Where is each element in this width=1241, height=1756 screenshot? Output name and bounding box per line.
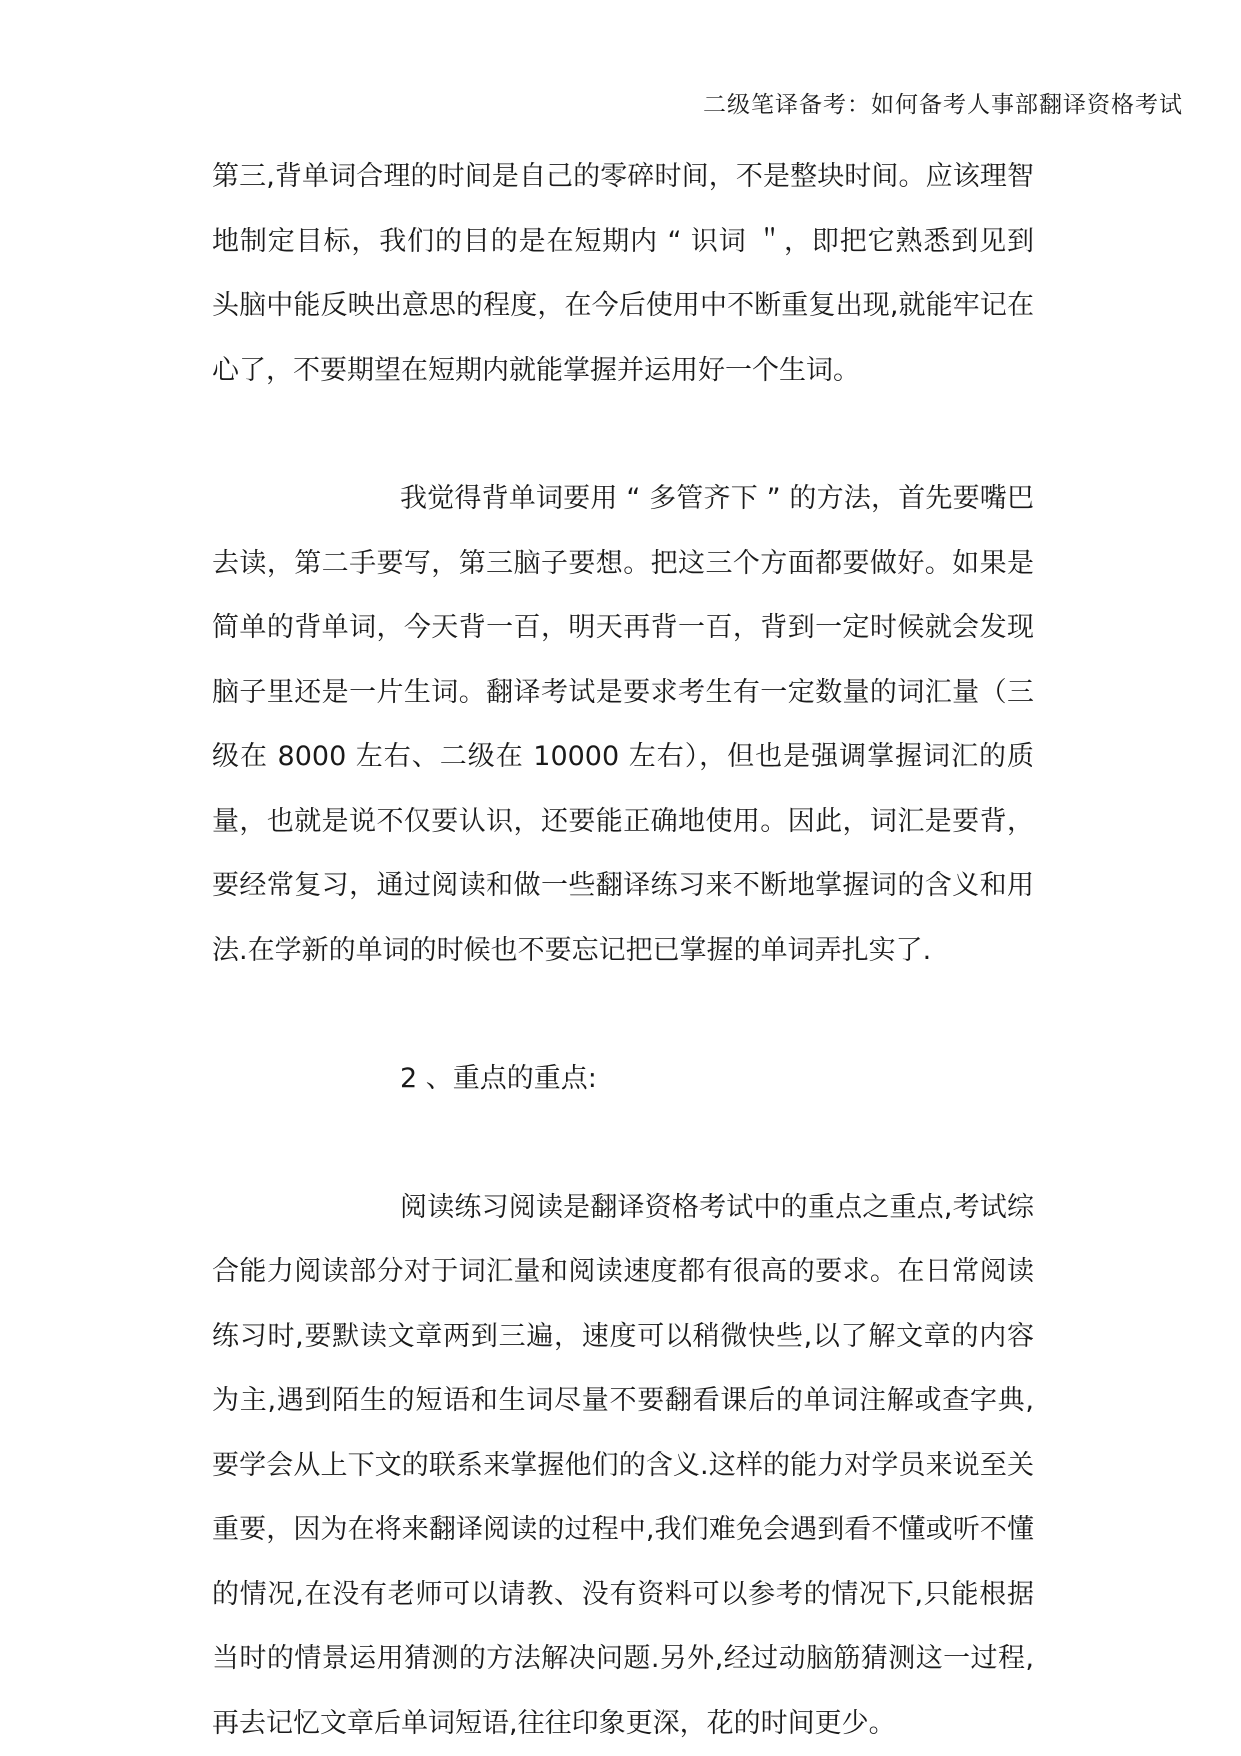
section-heading: 2 、重点的重点: (212, 1047, 1034, 1112)
paragraph-vocabulary-timing: 第三,背单词合理的时间是自己的零碎时间，不是整块时间。应该理智地制定目标，我们的目的是在短期内 “ 识词 ＂，即把它熟悉到见到头脑中能反映出意思的程度，在今后使用中不断重复出现,就能牢记在心了，不要期望在短期内就能掌握并运用好一个生词。 (212, 145, 1034, 403)
page-header-title: 二级笔译备考：如何备考人事部翻译资格考试 (703, 86, 1183, 119)
document-body (212, 145, 1034, 1756)
paragraph-vocabulary-method: 我觉得背单词要用 “ 多管齐下 ” 的方法，首先要嘴巴去读，第二手要写，第三脑子要想。把这三个方面都要做好。如果是简单的背单词，今天背一百，明天再背一百，背到一定时候就会发现脑子里还是一片生词。翻译考试是要求考生有一定数量的词汇量（三级在 8000 左右、二级在 10000 左右），但也是强调掌握词汇的质量，也就是说不仅要认识，还要能正确地使用。因此，词汇是要背，要经常复习，通过阅读和做一些翻译练习来不断地掌握词的含义和用法.在学新的单词的时候也不要忘记把已掌握的单词弄扎实了. (212, 467, 1034, 983)
paragraph-reading-practice: 阅读练习阅读是翻译资格考试中的重点之重点,考试综合能力阅读部分对于词汇量和阅读速度都有很高的要求。在日常阅读练习时,要默读文章两到三遍，速度可以稍微快些,以了解文章的内容为主,遇到陌生的短语和生词尽量不要翻看课后的单词注解或查字典,要学会从上下文的联系来掌握他们的含义.这样的能力对学员来说至关重要，因为在将来翻译阅读的过程中,我们难免会遇到看不懂或听不懂的情况,在没有老师可以请教、没有资料可以参考的情况下,只能根据当时的情景运用猜测的方法解决问题.另外,经过动脑筋猜测这一过程,再去记忆文章后单词短语,往往印象更深，花的时间更少。 (212, 1176, 1034, 1756)
